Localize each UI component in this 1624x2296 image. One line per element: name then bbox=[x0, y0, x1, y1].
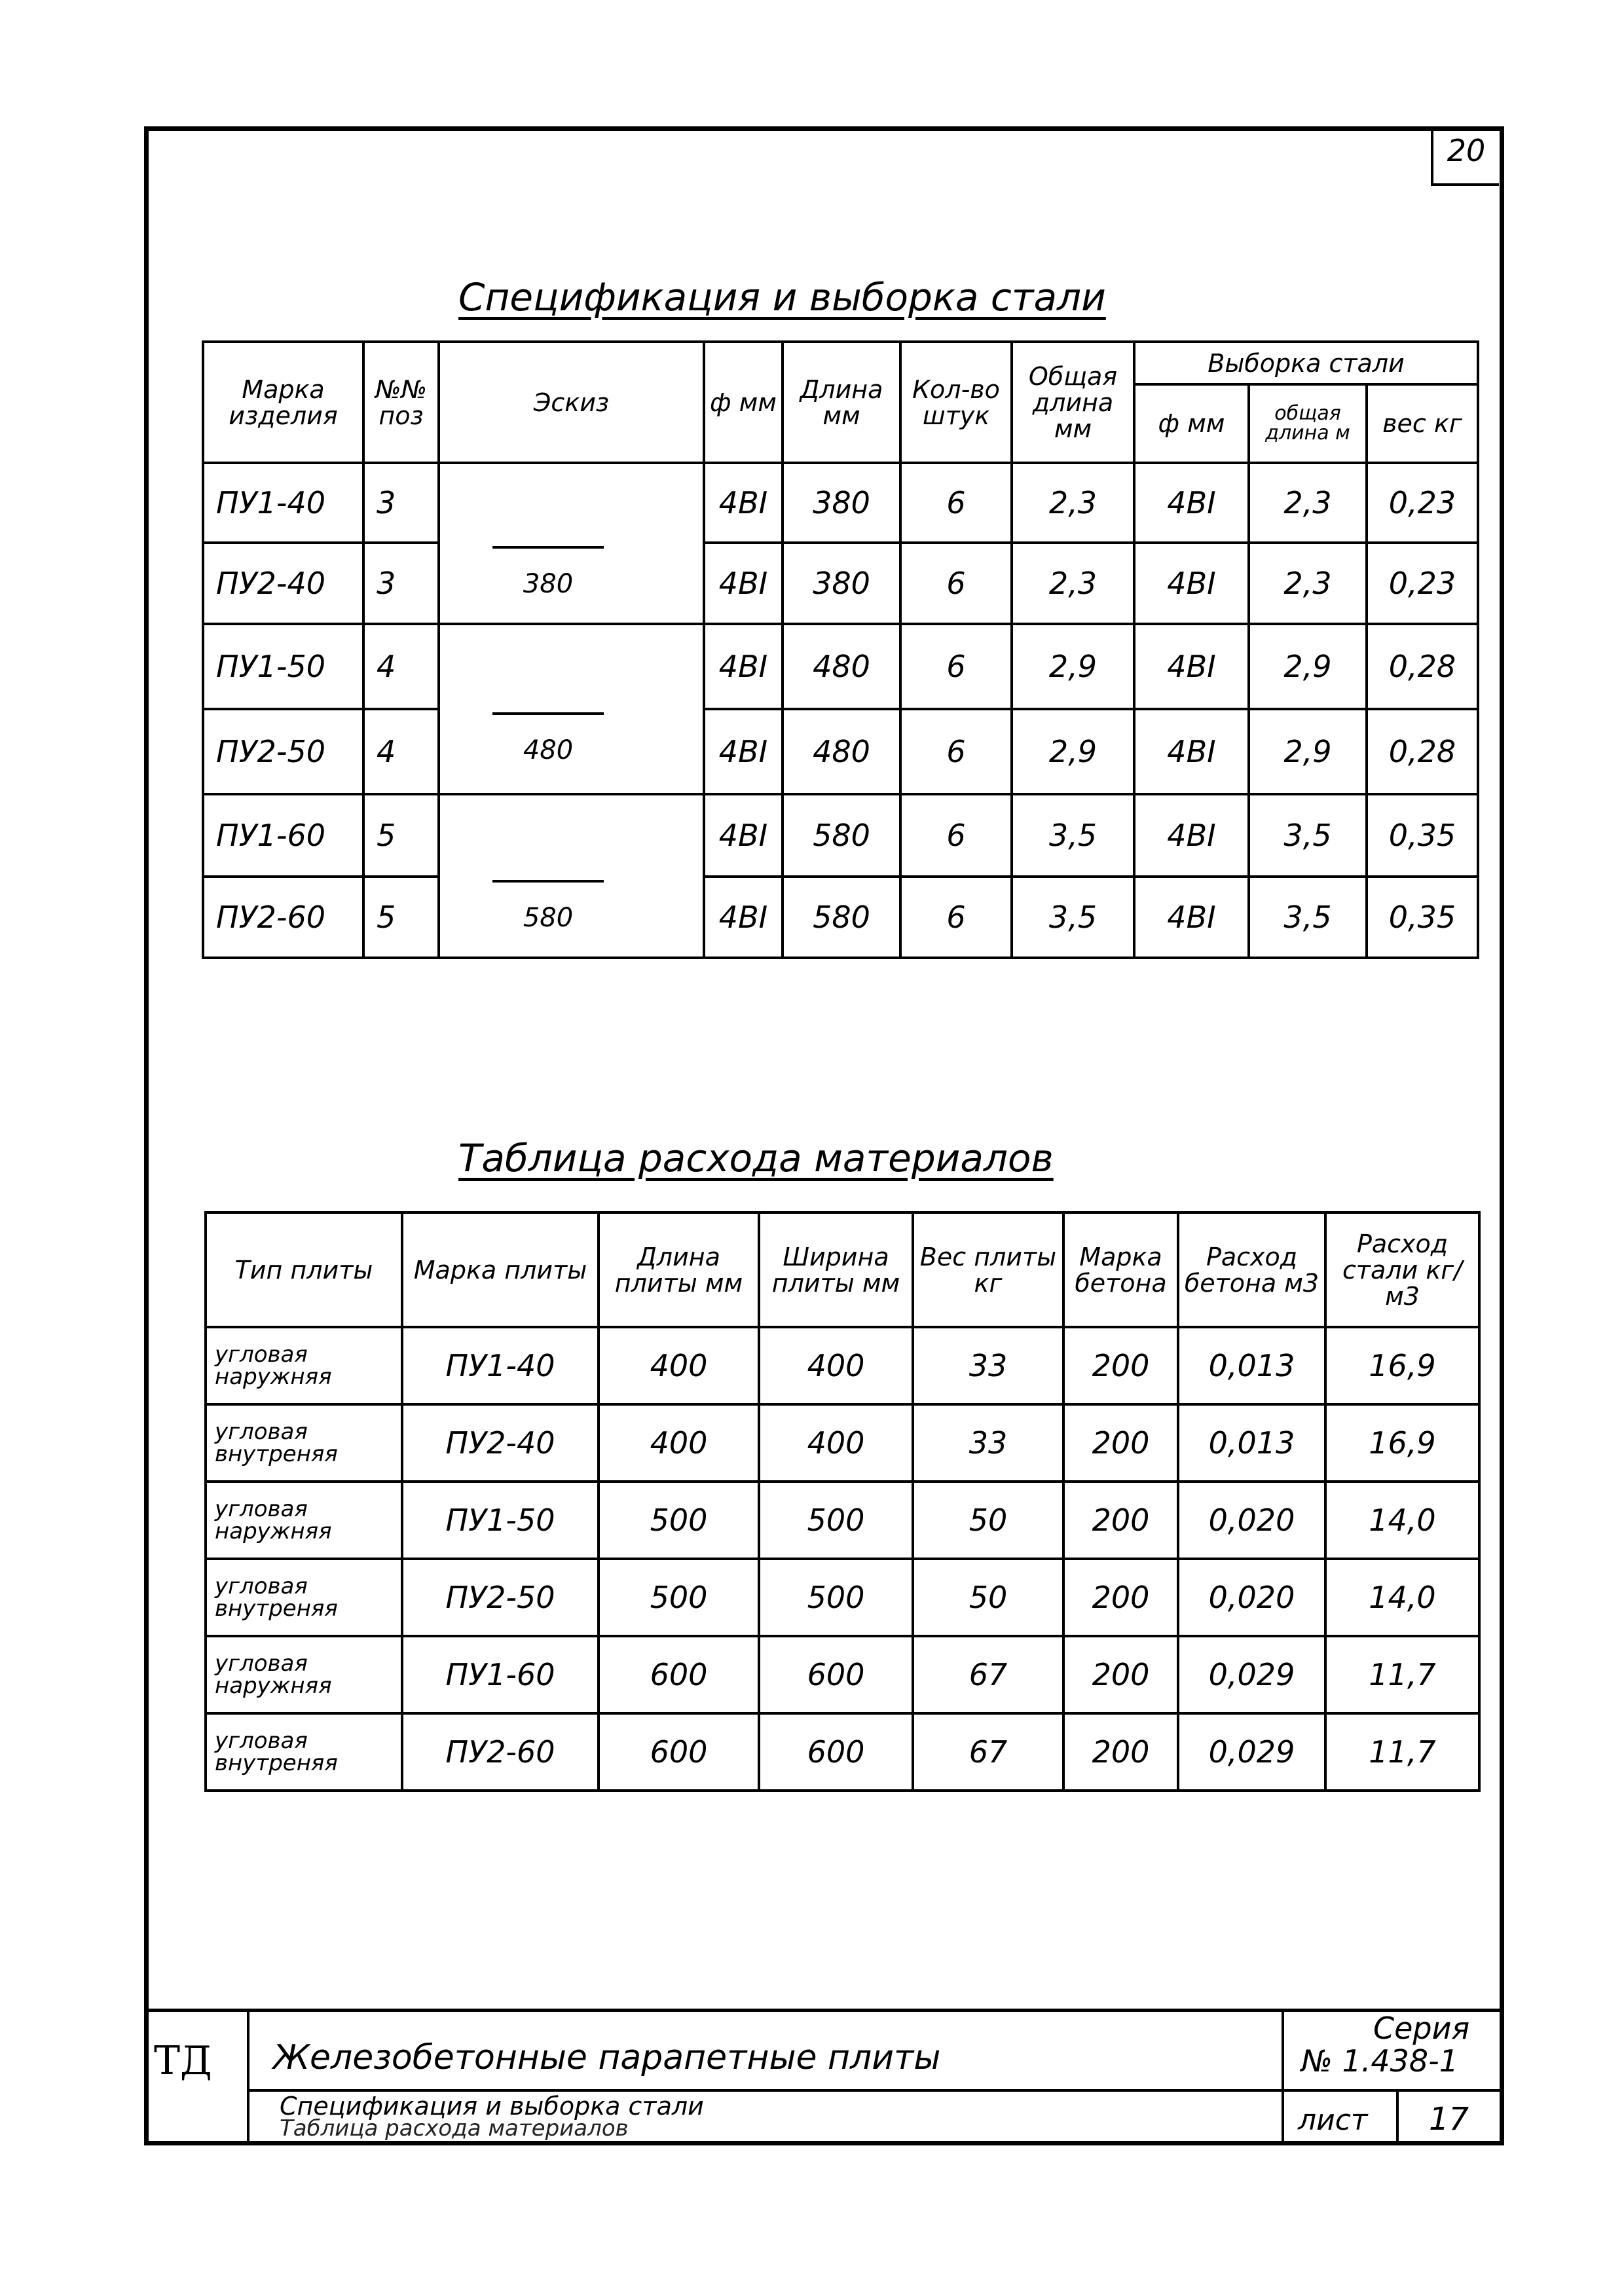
spec-cell-mark: ПУ2-50 bbox=[203, 709, 363, 794]
sheet-value: 17 bbox=[1429, 2101, 1469, 2138]
spec-cell-phi: 4ВI bbox=[704, 463, 783, 543]
spec-row bbox=[203, 709, 1478, 794]
mat-cell-length: 600 bbox=[599, 1636, 759, 1713]
mat-cell-mark: ПУ2-40 bbox=[402, 1404, 599, 1482]
spec-cell-phi: 4ВI bbox=[704, 794, 783, 877]
spec-cell-mark: ПУ1-60 bbox=[203, 794, 363, 877]
mat-cell-concrete: 200 bbox=[1063, 1482, 1178, 1559]
rebar-dimension: 380 bbox=[523, 569, 574, 599]
mat-cell-weight: 33 bbox=[913, 1327, 1063, 1404]
spec-row bbox=[203, 543, 1478, 624]
spec-cell-length: 580 bbox=[783, 794, 900, 877]
mat-cell-width: 400 bbox=[759, 1404, 913, 1482]
rebar-line bbox=[492, 712, 604, 715]
mat-cell-steel-use: 11,7 bbox=[1325, 1636, 1479, 1713]
spec-header-phi: ф мм bbox=[704, 342, 783, 463]
mat-cell-concrete-use: 0,020 bbox=[1178, 1482, 1325, 1559]
rebar-dimension: 580 bbox=[523, 903, 574, 933]
mat-cell-weight: 50 bbox=[913, 1482, 1063, 1559]
mat-cell-weight: 67 bbox=[913, 1636, 1063, 1713]
mat-cell-width: 400 bbox=[759, 1327, 913, 1404]
mat-cell-concrete: 200 bbox=[1063, 1713, 1178, 1791]
spec-header-length: Длина мм bbox=[783, 342, 900, 463]
materials-table bbox=[204, 1211, 1481, 1792]
materials-row bbox=[206, 1482, 1479, 1559]
spec-header-total-length: Общая длина мм bbox=[1012, 342, 1134, 463]
mat-cell-mark: ПУ2-60 bbox=[402, 1713, 599, 1791]
mat-cell-width: 500 bbox=[759, 1482, 913, 1559]
mat-cell-type: угловая внутреняя bbox=[206, 1559, 402, 1636]
materials-row bbox=[206, 1636, 1479, 1713]
spec-cell-sel-length: 2,3 bbox=[1249, 543, 1367, 624]
mat-cell-mark: ПУ1-50 bbox=[402, 1482, 599, 1559]
mat-cell-steel-use: 14,0 bbox=[1325, 1482, 1479, 1559]
spec-cell-sel-length: 2,9 bbox=[1249, 709, 1367, 794]
mat-cell-concrete-use: 0,013 bbox=[1178, 1404, 1325, 1482]
spec-sketch bbox=[439, 624, 704, 794]
spec-cell-pos: 5 bbox=[363, 794, 439, 877]
mat-cell-length: 500 bbox=[599, 1559, 759, 1636]
materials-row bbox=[206, 1713, 1479, 1791]
mat-cell-concrete-use: 0,029 bbox=[1178, 1713, 1325, 1791]
spec-cell-total: 3,5 bbox=[1012, 877, 1134, 958]
materials-row bbox=[206, 1559, 1479, 1636]
spec-cell-total: 2,3 bbox=[1012, 543, 1134, 624]
rebar-line bbox=[492, 546, 604, 549]
materials-title: Таблица расхода материалов bbox=[458, 1136, 1054, 1180]
spec-sketch bbox=[439, 463, 704, 624]
spec-cell-total: 3,5 bbox=[1012, 794, 1134, 877]
spec-cell-sel-phi: 4ВI bbox=[1134, 543, 1249, 624]
spec-row bbox=[203, 877, 1478, 958]
spec-cell-total: 2,9 bbox=[1012, 624, 1134, 709]
spec-cell-sel-length: 2,9 bbox=[1249, 624, 1367, 709]
materials-row bbox=[206, 1404, 1479, 1482]
spec-cell-mark: ПУ2-60 bbox=[203, 877, 363, 958]
spec-cell-phi: 4ВI bbox=[704, 624, 783, 709]
spec-cell-qty: 6 bbox=[900, 463, 1012, 543]
spec-header-sketch: Эскиз bbox=[439, 342, 704, 463]
spec-header-mark: Марка изделия bbox=[203, 342, 363, 463]
spec-cell-weight: 0,23 bbox=[1367, 543, 1478, 624]
spec-row bbox=[203, 624, 1478, 709]
spec-cell-pos: 4 bbox=[363, 709, 439, 794]
mat-cell-steel-use: 16,9 bbox=[1325, 1404, 1479, 1482]
mat-cell-steel-use: 14,0 bbox=[1325, 1559, 1479, 1636]
mat-header-length: Длина плиты мм bbox=[599, 1212, 759, 1327]
spec-cell-pos: 3 bbox=[363, 463, 439, 543]
spec-cell-weight: 0,28 bbox=[1367, 624, 1478, 709]
spec-cell-total: 2,9 bbox=[1012, 709, 1134, 794]
spec-cell-sel-length: 3,5 bbox=[1249, 877, 1367, 958]
spec-row bbox=[203, 463, 1478, 543]
spec-cell-qty: 6 bbox=[900, 543, 1012, 624]
mat-header-concrete: Марка бетона bbox=[1063, 1212, 1178, 1327]
spec-sketch bbox=[439, 794, 704, 958]
spec-cell-weight: 0,35 bbox=[1367, 877, 1478, 958]
mat-cell-type: угловая внутреняя bbox=[206, 1404, 402, 1482]
mat-cell-concrete-use: 0,029 bbox=[1178, 1636, 1325, 1713]
spec-cell-mark: ПУ2-40 bbox=[203, 543, 363, 624]
spec-header-sel-length: общая длина м bbox=[1249, 384, 1367, 463]
spec-cell-sel-phi: 4ВI bbox=[1134, 794, 1249, 877]
spec-cell-sel-length: 2,3 bbox=[1249, 463, 1367, 543]
mat-cell-mark: ПУ1-40 bbox=[402, 1327, 599, 1404]
mat-cell-concrete: 200 bbox=[1063, 1636, 1178, 1713]
spec-cell-sel-phi: 4ВI bbox=[1134, 463, 1249, 543]
spec-cell-qty: 6 bbox=[900, 624, 1012, 709]
spec-cell-total: 2,3 bbox=[1012, 463, 1134, 543]
spec-cell-weight: 0,35 bbox=[1367, 794, 1478, 877]
spec-cell-qty: 6 bbox=[900, 877, 1012, 958]
mat-cell-type: угловая наружняя bbox=[206, 1636, 402, 1713]
mat-cell-width: 600 bbox=[759, 1636, 913, 1713]
spec-header-sel-weight: вес кг bbox=[1367, 384, 1478, 463]
mat-cell-length: 600 bbox=[599, 1713, 759, 1791]
spec-cell-length: 380 bbox=[783, 463, 900, 543]
mat-header-steel-use: Расход стали кг/м3 bbox=[1325, 1212, 1479, 1327]
mat-cell-weight: 33 bbox=[913, 1404, 1063, 1482]
spec-cell-pos: 4 bbox=[363, 624, 439, 709]
mat-cell-type: угловая наружняя bbox=[206, 1482, 402, 1559]
spec-title: Спецификация и выборка стали bbox=[458, 275, 1106, 319]
mat-cell-mark: ПУ2-50 bbox=[402, 1559, 599, 1636]
mat-cell-type: угловая внутреняя bbox=[206, 1713, 402, 1791]
mat-cell-steel-use: 16,9 bbox=[1325, 1327, 1479, 1404]
spec-cell-phi: 4ВI bbox=[704, 709, 783, 794]
spec-cell-qty: 6 bbox=[900, 709, 1012, 794]
spec-cell-phi: 4ВI bbox=[704, 543, 783, 624]
mat-cell-concrete: 200 bbox=[1063, 1404, 1178, 1482]
spec-cell-phi: 4ВI bbox=[704, 877, 783, 958]
mat-cell-length: 400 bbox=[599, 1404, 759, 1482]
spec-cell-mark: ПУ1-50 bbox=[203, 624, 363, 709]
spec-cell-sel-phi: 4ВI bbox=[1134, 877, 1249, 958]
mat-cell-concrete-use: 0,013 bbox=[1178, 1327, 1325, 1404]
spec-row bbox=[203, 794, 1478, 877]
mat-header-width: Ширина плиты мм bbox=[759, 1212, 913, 1327]
mat-cell-weight: 50 bbox=[913, 1559, 1063, 1636]
title-block bbox=[149, 2009, 1500, 2141]
spec-cell-weight: 0,28 bbox=[1367, 709, 1478, 794]
spec-cell-pos: 3 bbox=[363, 543, 439, 624]
mat-cell-concrete: 200 bbox=[1063, 1559, 1178, 1636]
spec-header-qty: Кол-во штук bbox=[900, 342, 1012, 463]
mat-cell-concrete-use: 0,020 bbox=[1178, 1559, 1325, 1636]
spec-cell-sel-length: 3,5 bbox=[1249, 794, 1367, 877]
spec-cell-length: 480 bbox=[783, 624, 900, 709]
spec-cell-weight: 0,23 bbox=[1367, 463, 1478, 543]
sheet-label: лист bbox=[1298, 2104, 1368, 2137]
spec-cell-length: 380 bbox=[783, 543, 900, 624]
mat-cell-width: 500 bbox=[759, 1559, 913, 1636]
mat-header-concrete-use: Расход бетона м3 bbox=[1178, 1212, 1325, 1327]
spec-cell-pos: 5 bbox=[363, 877, 439, 958]
series-label: Серия bbox=[1373, 2011, 1470, 2046]
mat-cell-steel-use: 11,7 bbox=[1325, 1713, 1479, 1791]
mat-cell-width: 600 bbox=[759, 1713, 913, 1791]
logo: ТД bbox=[154, 2038, 212, 2084]
spec-cell-length: 580 bbox=[783, 877, 900, 958]
spec-table bbox=[202, 340, 1479, 959]
mat-cell-weight: 67 bbox=[913, 1713, 1063, 1791]
mat-cell-length: 400 bbox=[599, 1327, 759, 1404]
spec-header-steel-group: Выборка стали bbox=[1134, 342, 1478, 384]
sheet-number: 20 bbox=[1431, 131, 1499, 186]
spec-header-sel-phi: ф мм bbox=[1134, 384, 1249, 463]
spec-header-pos: №№ поз bbox=[363, 342, 439, 463]
rebar-line bbox=[492, 880, 604, 883]
spec-cell-mark: ПУ1-40 bbox=[203, 463, 363, 543]
series-number: № 1.438-1 bbox=[1301, 2043, 1459, 2079]
mat-cell-concrete: 200 bbox=[1063, 1327, 1178, 1404]
mat-header-type: Тип плиты bbox=[206, 1212, 402, 1327]
mat-cell-type: угловая наружняя bbox=[206, 1327, 402, 1404]
rebar-dimension: 480 bbox=[523, 735, 574, 765]
mat-cell-mark: ПУ1-60 bbox=[402, 1636, 599, 1713]
spec-cell-qty: 6 bbox=[900, 794, 1012, 877]
spec-cell-length: 480 bbox=[783, 709, 900, 794]
subtitle-1: Спецификация и выборка стали bbox=[280, 2092, 704, 2121]
mat-header-mark: Марка плиты bbox=[402, 1212, 599, 1327]
spec-cell-sel-phi: 4ВI bbox=[1134, 624, 1249, 709]
mat-cell-length: 500 bbox=[599, 1482, 759, 1559]
main-title: Железобетонные парапетные плиты bbox=[273, 2038, 941, 2077]
subtitle-2: Таблица расхода материалов bbox=[280, 2115, 629, 2141]
materials-row bbox=[206, 1327, 1479, 1404]
spec-cell-sel-phi: 4ВI bbox=[1134, 709, 1249, 794]
mat-header-weight: Вес плиты кг bbox=[913, 1212, 1063, 1327]
